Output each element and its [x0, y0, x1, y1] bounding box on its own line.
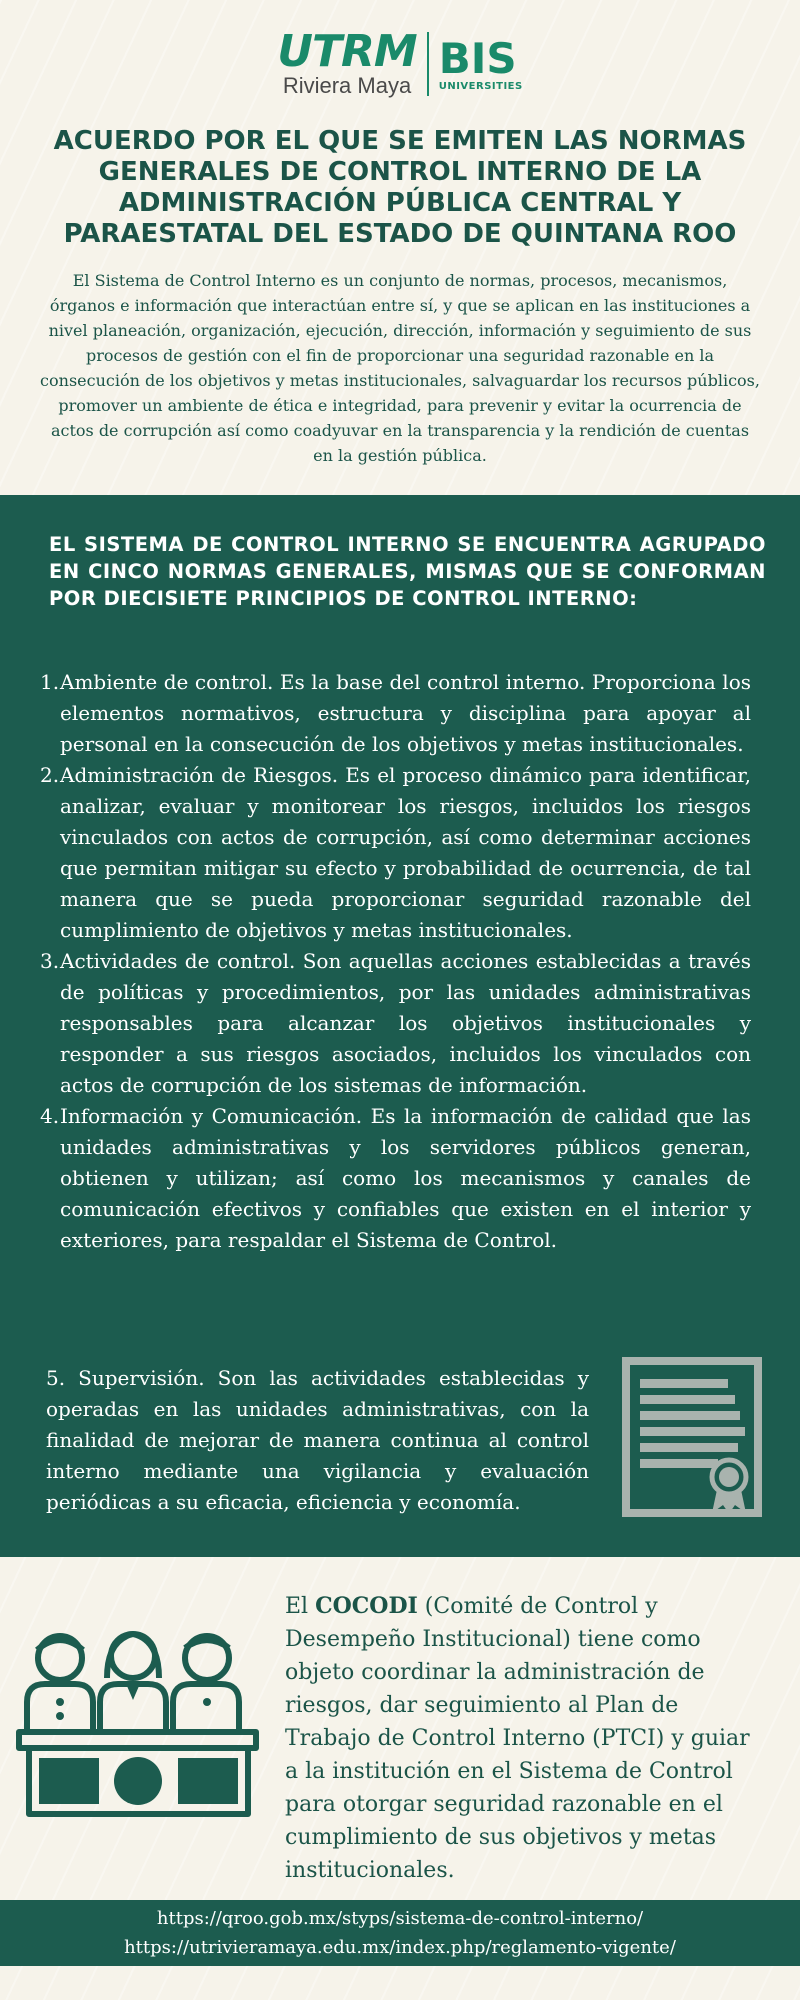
norm-number: 2.	[40, 763, 60, 787]
norm-number: 4.	[40, 1104, 60, 1128]
norms-section	[0, 495, 800, 1557]
utrm-logo-mark: UTRM	[277, 26, 417, 77]
norm-item-3	[40, 946, 751, 1101]
header-logos	[0, 26, 800, 98]
intro-paragraph: El Sistema de Control Interno es un conjunto de normas, procesos, mecanismos, órganos e información que interactúan entre sí, y que se aplican en las instituciones a nivel planeación, organización, ejecución, dirección, información y seguimiento de sus procesos de gestión con el fin de proporcionar una seguridad razonable en la consecución de los objetivos y metas institucionales, salvaguardar los recursos públicos, promover un ambiente de ética e integridad, para prevenir y evitar la ocurrencia de actos de corrupción así como coadyuvar en la transparencia y la rendición de cuentas en la gestión pública.	[40, 271, 760, 465]
norm-item-1	[40, 667, 751, 760]
utrm-logo	[277, 26, 417, 98]
cocodi-description: (Comité de Control y Desempeño Institucional) tiene como objeto coordinar la administración de riesgos, dar seguimiento al Plan de Trabajo de Control Interno (PTCI) y guiar a la institución en el Sistema de Control para otorgar seguridad razonable en el cumplimiento de sus objetivos y metas institucionales.	[285, 1594, 750, 1883]
utrm-logo-subtitle: Riviera Maya	[282, 73, 412, 98]
footer-links	[0, 1900, 800, 1966]
norm-item-5-supervision: 5. Supervisión. Son las actividades establecidas y operadas en las unidades administrativas, con la finalidad de mejorar de manera continua al control interno mediante una vigilancia y evaluación periódicas a su eficacia, eficiencia y economía.	[46, 1366, 589, 1514]
norms-heading: EL SISTEMA DE CONTROL INTERNO SE ENCUENTRA AGRUPADO EN CINCO NORMAS GENERALES, MISMAS QUE SE CONFORMAN POR DIECISIETE PRINCIPIOS DE CONTROL INTERNO:	[49, 533, 766, 610]
certificate-icon	[622, 1357, 762, 1517]
norm-text: Ambiente de control. Es la base del control interno. Proporciona los elementos normativos, estructura y disciplina para apoyar al personal en la consecución de los objetivos y metas institucionales.	[60, 670, 751, 756]
bis-logo-mark: BIS	[438, 33, 517, 83]
committee-people-icon	[15, 1620, 260, 1820]
bis-logo-subtitle: UNIVERSITIES	[438, 80, 523, 92]
page-title: ACUERDO POR EL QUE SE EMITEN LAS NORMAS GENERALES DE CONTROL INTERNO DE LA ADMINISTRACIÓN PÚBLICA CENTRAL Y PARAESTATAL DEL ESTADO DE QUINTANA ROO	[53, 126, 747, 249]
norms-list	[40, 667, 751, 1256]
logo-divider	[427, 32, 429, 96]
norm-item-2	[40, 760, 751, 946]
cocodi-prefix: El	[285, 1594, 316, 1619]
norm-number: 1.	[40, 670, 60, 694]
bis-logo	[438, 33, 523, 92]
cocodi-acronym: COCODI	[315, 1593, 418, 1619]
norm-text: Administración de Riesgos. Es el proceso dinámico para identificar, analizar, evaluar y monitorear los riesgos, incluidos los riesgos vinculados con actos de corrupción, así como determinar acciones que permitan mitigar su efecto y probabilidad de ocurrencia, de tal manera que se pueda proporcionar seguridad razonable del cumplimiento de objetivos y metas institucionales.	[60, 763, 751, 942]
norm-text: Información y Comunicación. Es la información de calidad que las unidades administrativas y los servidores públicos generan, obtienen y utilizan; así como los mecanismos y canales de comunicación efectivos y confiables que existen en el interior y exteriores, para respaldar el Sistema de Control.	[60, 1104, 751, 1252]
norm-text: Actividades de control. Son aquellas acciones establecidas a través de políticas y procedimientos, por las unidades administrativas responsables para alcanzar los objetivos institucionales y responder a sus riesgos asociados, incluidos los vinculados con actos de corrupción de los sistemas de información.	[60, 949, 751, 1097]
norm-number: 3.	[40, 949, 60, 973]
footer-link-utrm[interactable]: https://utrivieramaya.edu.mx/index.php/reglamento-vigente/	[124, 1937, 676, 1958]
norm-item-4	[40, 1101, 751, 1256]
footer-link-qroo[interactable]: https://qroo.gob.mx/styps/sistema-de-control-interno/	[156, 1908, 644, 1929]
cocodi-paragraph	[285, 1590, 765, 1887]
